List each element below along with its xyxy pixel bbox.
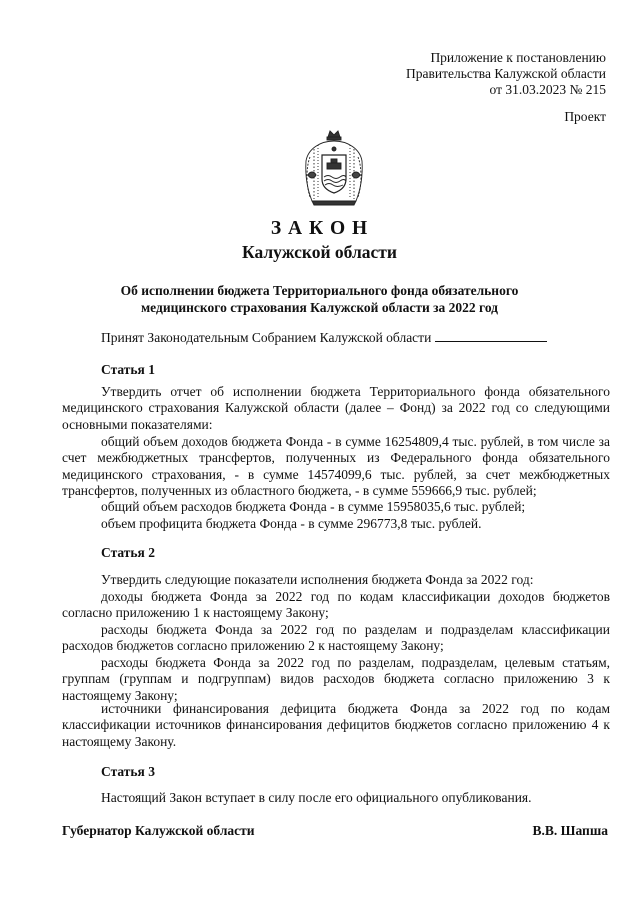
article-2-heading: Статья 2 [101,545,155,560]
article-1-paragraph-3: общий объем расходов бюджета Фонда - в сумме 15958035,6 тыс. рублей; [101,499,526,514]
appendix-line-1: Приложение к постановлению [430,50,606,65]
article-1-heading: Статья 1 [101,362,155,377]
article-1-paragraph-2: общий объем доходов бюджета Фонда - в сумме 16254809,4 тыс. рублей, в том числе за счет межбюджетных трансфертов, полученных из Федерального фонда обязательного медицинского страхования, - в сумме 14574099,6 тыс. рублей, за счет межбюджетных трансфертов, полученных из областного бюджета, - в сумме 559666,9 тыс. рублей; [62,434,610,499]
adopted-text: Принят Законодательным Собранием Калужской области [101,330,432,345]
article-2-paragraph-3: расходы бюджета Фонда за 2022 год по разделам и подразделам классификации расходов бюджетов согласно приложению 2 к настоящему Закону; [62,622,610,654]
project-label: Проект [564,109,606,124]
law-subject-line-2: медицинского страхования Калужской области за 2022 год [140,300,499,315]
appendix-line-2: Правительства Калужской области [405,66,606,81]
law-subject-line-1: Об исполнении бюджета Территориального фонда обязательного [120,283,519,298]
appendix-header [406,50,606,98]
adopted-line [101,330,547,346]
law-subject [0,282,639,316]
article-3-paragraph-1: Настоящий Закон вступает в силу после его официального опубликования. [101,790,532,805]
article-1-paragraph-1: Утвердить отчет об исполнении бюджета Территориального фонда обязательного медицинского страхования Калужской области (далее – Фонд) за 2022 год со следующими основными показателями: [62,384,610,432]
article-3-heading: Статья 3 [101,764,155,779]
article-2-paragraph-1: Утвердить следующие показатели исполнения бюджета Фонда за 2022 год: [101,572,534,587]
law-title: З А К О Н [270,218,369,239]
signature-position: Губернатор Калужской области [62,823,255,838]
article-2-paragraph-4: расходы бюджета Фонда за 2022 год по разделам, подразделам, целевым статьям, группам (группам и подгруппам) видов расходов бюджета согласно приложению 3 к настоящему Закону; [62,655,610,703]
article-2-paragraph-5: источники финансирования дефицита бюджета Фонда за 2022 год по кодам классификации источников финансирования дефицитов бюджетов согласно приложению 4 к настоящему Закону. [62,701,610,749]
article-1-paragraph-4: объем профицита бюджета Фонда - в сумме 296773,8 тыс. рублей. [101,516,482,531]
signature-name: В.В. Шапша [532,823,608,838]
adoption-date-blank [435,330,547,342]
coat-of-arms-kaluga-icon [300,127,368,209]
article-2-paragraph-2: доходы бюджета Фонда за 2022 год по кодам классификации доходов бюджетов согласно приложению 1 к настоящему Закону; [62,589,610,621]
law-region: Калужской области [242,242,397,262]
appendix-line-3: от 31.03.2023 № 215 [489,82,606,97]
